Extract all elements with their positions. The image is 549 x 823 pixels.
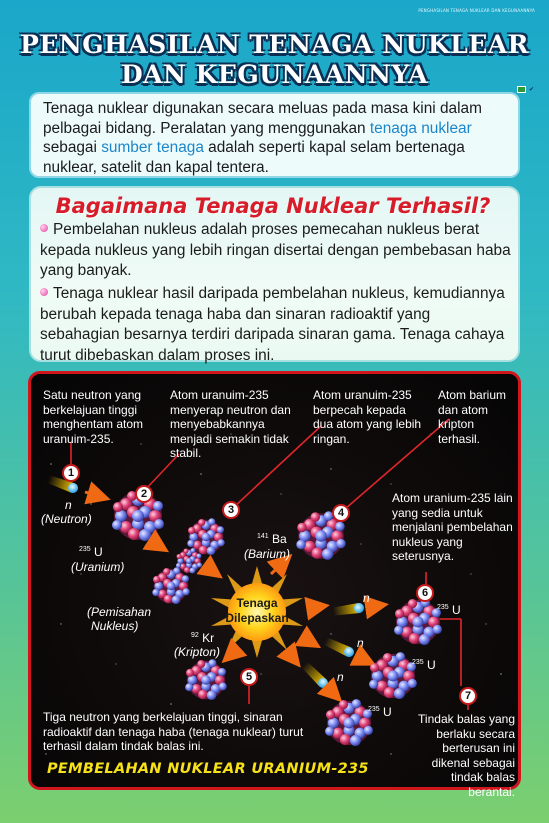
step-4-badge: 4 <box>332 504 350 522</box>
kr-symbol: Kr <box>202 631 215 645</box>
step-7-badge: 7 <box>459 687 477 705</box>
ba-mass: 141 <box>257 533 269 540</box>
fission-label-2: Nukleus) <box>91 619 139 633</box>
highlight-sumber-tenaga: sumber tenaga <box>101 139 204 156</box>
bullet-1-text: Pembelahan nukleus adalah proses pemecahan nukleus berat kepada nukleus yang lebih ringan disertai dengan pembebasan haba yang banyak. <box>40 221 511 279</box>
step-1-badge: 1 <box>62 464 80 482</box>
brand-mark-icon: ✔ <box>529 86 535 93</box>
step-5-text: Tiga neutron yang berkelajuan tinggi, sinaran radioaktif dan tenaga haba (tenaga nuklear) turut terhasil dalam tindak balas ini. <box>43 710 304 753</box>
energy-line-1: Tenaga <box>236 596 278 610</box>
barium-label: (Barium) <box>244 547 291 561</box>
intro-text-2: sebagai <box>43 139 102 156</box>
diagram-title: PEMBELAHAN NUKLEAR URANIUM-235 <box>47 761 369 777</box>
u235-mass: 235 <box>368 706 380 713</box>
step-5-badge: 5 <box>240 668 258 686</box>
krypton-label: (Kripton) <box>174 645 221 659</box>
intro-text-3: adalah seperti kapal selam bertenaga nuklear, satelit dan kapal tentera. <box>43 139 465 176</box>
fission-label-1: (Pemisahan <box>87 605 152 619</box>
bullet-1 <box>40 220 512 282</box>
ba-symbol: Ba <box>272 532 287 546</box>
highlight-tenaga-nuklear: tenaga nuklear <box>369 119 472 137</box>
u235-label-target-3 <box>368 703 392 720</box>
step-7-text: Tindak balas yang berlaku secara berterusan ini dikenal sebagai tindak balas berantai. <box>418 712 515 799</box>
publisher-caption: PENGHASILAN TENAGA NUKLEAR DAN KEGUNAANNYA <box>418 8 535 13</box>
step-3-text: Atom uranuim-235 berpecah kepada dua atom yang lebih ringan. <box>313 388 422 446</box>
neutron-label: (Neutron) <box>41 512 92 526</box>
barium-symbol-label <box>257 530 287 547</box>
u235-symbol: U <box>452 603 461 617</box>
energy-line-2: Dilepaskan <box>225 611 289 625</box>
uranium-label: (Uranium) <box>71 560 125 574</box>
step-2-text: Atom uranuim-235 menyerap neutron dan menyebabkannya menjadi semakin tidak stabil. <box>170 388 291 460</box>
bullet-dot-icon <box>40 288 48 296</box>
title-line-2: DAN KEGUNAANNYA <box>120 60 429 89</box>
u235-symbol: U <box>383 705 392 719</box>
energy-released-label <box>221 596 293 626</box>
u235-symbol: U <box>427 658 436 672</box>
neutron-n-label-a: n <box>363 591 370 605</box>
krypton-symbol-label <box>191 629 214 646</box>
intro-text-1: Tenaga nuklear digunakan secara meluas pada masa kini dalam pelbagai bidang. Peralatan yang menggunakan <box>43 100 482 137</box>
u235-label-target-1 <box>437 601 461 618</box>
intro-paragraph <box>43 99 506 177</box>
step-2-badge: 2 <box>135 485 153 503</box>
title-line-1: PENGHASILAN TENAGA NUKLEAR <box>20 30 529 59</box>
splitting-nucleus <box>152 518 224 604</box>
u235-symbol: U <box>94 545 103 559</box>
uranium-nucleus-target-3 <box>325 699 373 746</box>
bullet-2-text: Tenaga nuklear hasil daripada pembelahan nukleus, kemudiannya berubah kepada tenaga haba dan sinaran radioaktif yang sebahagian besarnya terdiri daripada sinaran gama. Tenaga cahaya turut dibebaskan dalam proses ini. <box>40 285 505 364</box>
step-1-text: Satu neutron yang berkelajuan tinggi menghentam atom uranuim-235. <box>43 388 144 446</box>
neutron-n-label-b: n <box>357 636 364 650</box>
page-title <box>0 30 549 90</box>
step-3-badge: 3 <box>222 501 240 519</box>
flag-icon <box>517 86 526 93</box>
step-6-badge: 6 <box>416 584 434 602</box>
step-4-text: Atom barium dan atom kripton terhasil. <box>438 388 507 446</box>
u235-mass: 235 <box>79 546 91 553</box>
u235-label <box>79 543 103 560</box>
uranium-nucleus-target-2 <box>369 652 417 699</box>
bullet-dot-icon <box>40 224 48 232</box>
kr-mass: 92 <box>191 632 199 639</box>
bullet-2 <box>40 284 512 366</box>
intro-box <box>29 92 520 178</box>
publisher-logos <box>517 86 539 93</box>
u235-label-target-2 <box>412 656 436 673</box>
u235-mass: 235 <box>412 659 424 666</box>
fission-diagram <box>28 371 521 799</box>
uranium-nucleus-target-1 <box>394 598 442 645</box>
how-title: Bagaimana Tenaga Nuklear Terhasil? <box>55 194 491 218</box>
neutron-n-label-c: n <box>337 670 344 684</box>
step-6-text: Atom uranium-235 lain yang sedia untuk menjalani pembelahan nukleus yang seterusnya. <box>392 491 513 563</box>
u235-mass: 235 <box>437 604 449 611</box>
neutron-n-label: n <box>65 498 72 512</box>
krypton-nucleus <box>185 659 227 700</box>
